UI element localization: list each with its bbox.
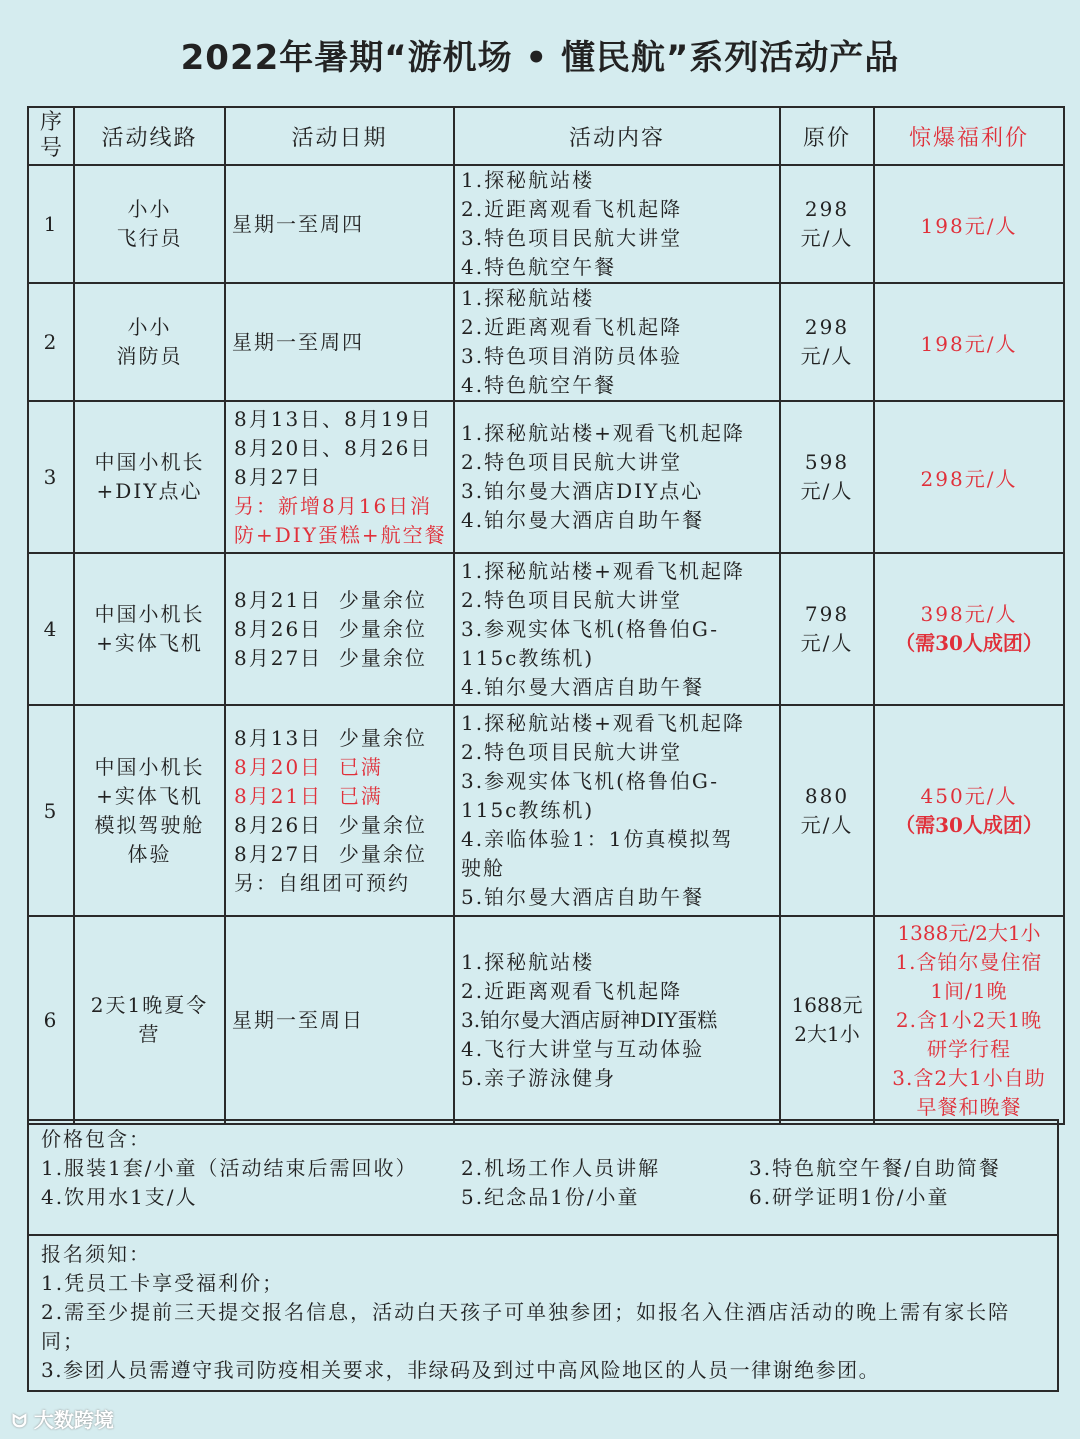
table-row xyxy=(28,401,1064,553)
promo-price-cell: 450元/人 （需30人成团） xyxy=(874,705,1064,916)
table-row xyxy=(28,916,1064,1124)
promo-price-cell: 198元/人 xyxy=(874,283,1064,401)
content-cell: 1.探秘航站楼+观看飞机起降 2.特色项目民航大讲堂 3.参观实体飞机(格鲁伯G- 115c教练机) 4.亲临体验1：1仿真模拟驾 驶舱 5.铂尔曼大酒店自助午餐 xyxy=(454,705,780,916)
row-no: 6 xyxy=(28,916,74,1124)
header-original-price: 原价 xyxy=(780,107,874,165)
table-header-row xyxy=(28,107,1064,165)
route-cell: 中国小机长 +实体飞机 xyxy=(74,553,225,705)
table-row xyxy=(28,165,1064,283)
promo-price-cell: 198元/人 xyxy=(874,165,1064,283)
product-table xyxy=(27,106,1065,1125)
watermark-logo-icon: ᗢ xyxy=(12,1411,27,1432)
notice-section xyxy=(27,1234,1059,1392)
table-row xyxy=(28,283,1064,401)
date-cell: 星期一至周四 xyxy=(225,165,454,283)
route-cell: 中国小机长 +DIY点心 xyxy=(74,401,225,553)
header-content: 活动内容 xyxy=(454,107,780,165)
notice-item: 3.参团人员需遵守我司防疫相关要求，非绿码及到过中高风险地区的人员一律谢绝参团。 xyxy=(41,1358,881,1382)
group-requirement: （需30人成团） xyxy=(895,631,1043,655)
row-no: 1 xyxy=(28,165,74,283)
date-note: 防+DIY蛋糕+航空餐 xyxy=(234,522,447,547)
watermark: ᗢ 大数跨境 xyxy=(12,1408,114,1432)
original-price-cell: 880 元/人 xyxy=(780,705,874,916)
includes-item: 1.服装1套/小童（活动结束后需回收） xyxy=(41,1156,418,1180)
page-title: 2022年暑期“游机场 • 懂民航”系列活动产品 xyxy=(180,38,900,78)
route-cell: 小小 飞行员 xyxy=(74,165,225,283)
date-cell: 星期一至周日 xyxy=(225,916,454,1124)
includes-heading: 价格包含： xyxy=(41,1127,151,1151)
notice-item: 2.需至少提前三天提交报名信息，活动白天孩子可单独参团；如报名入住酒店活动的晚上需有家长陪同； xyxy=(41,1300,1011,1353)
route-cell: 小小 消防员 xyxy=(74,283,225,401)
table-row xyxy=(28,705,1064,916)
original-price-cell: 1688元 2大1小 xyxy=(780,916,874,1124)
includes-item: 6.研学证明1份/小童 xyxy=(749,1185,950,1209)
promo-price-cell: 1388元/2大1小 1.含铂尔曼住宿 1间/1晚 2.含1小2天1晚 研学行程 3.含2大1小自助 早餐和晚餐 xyxy=(874,916,1064,1124)
table-row xyxy=(28,553,1064,705)
header-promo-price: 惊爆福利价 xyxy=(874,107,1064,165)
price-includes-section xyxy=(27,1119,1059,1236)
includes-item: 3.特色航空午餐/自助简餐 xyxy=(749,1156,1001,1180)
original-price-cell: 798 元/人 xyxy=(780,553,874,705)
date-cell: 8月13日 少量余位 8月20日 已满 8月21日 已满 8月26日 少量余位 8月27日 少量余位 另：自组团可预约 xyxy=(225,705,454,916)
notice-heading: 报名须知： xyxy=(41,1242,151,1266)
header-date: 活动日期 xyxy=(225,107,454,165)
content-cell: 1.探秘航站楼+观看飞机起降 2.特色项目民航大讲堂 3.参观实体飞机(格鲁伯G- 115c教练机) 4.铂尔曼大酒店自助午餐 xyxy=(454,553,780,705)
promo-price-cell: 298元/人 xyxy=(874,401,1064,553)
content-cell: 1.探秘航站楼 2.近距离观看飞机起降 3.铂尔曼大酒店厨神DIY蛋糕 4.飞行大讲堂与互动体验 5.亲子游泳健身 xyxy=(454,916,780,1124)
row-no: 2 xyxy=(28,283,74,401)
date-cell: 8月21日 少量余位 8月26日 少量余位 8月27日 少量余位 xyxy=(225,553,454,705)
original-price-cell: 598 元/人 xyxy=(780,401,874,553)
includes-item: 5.纪念品1份/小童 xyxy=(461,1185,640,1209)
date-cell: 星期一至周四 xyxy=(225,283,454,401)
route-cell: 中国小机长 +实体飞机 模拟驾驶舱 体验 xyxy=(74,705,225,916)
includes-item: 2.机场工作人员讲解 xyxy=(461,1156,661,1180)
original-price-cell: 298 元/人 xyxy=(780,165,874,283)
group-requirement: （需30人成团） xyxy=(895,812,1043,837)
date-full: 8月21日 已满 xyxy=(234,783,383,808)
original-price-cell: 298 元/人 xyxy=(780,283,874,401)
content-cell: 1.探秘航站楼+观看飞机起降 2.特色项目民航大讲堂 3.铂尔曼大酒店DIY点心 4.铂尔曼大酒店自助午餐 xyxy=(454,401,780,553)
date-note: 另：新增8月16日消 xyxy=(234,493,433,518)
row-no: 5 xyxy=(28,705,74,916)
content-cell: 1.探秘航站楼 2.近距离观看飞机起降 3.特色项目消防员体验 4.特色航空午餐 xyxy=(454,283,780,401)
date-cell: 8月13日、8月19日 8月20日、8月26日 8月27日 另：新增8月16日消 防+DIY蛋糕+航空餐 xyxy=(225,401,454,553)
content-cell: 1.探秘航站楼 2.近距离观看飞机起降 3.特色项目民航大讲堂 4.特色航空午餐 xyxy=(454,165,780,283)
header-no: 序号 xyxy=(28,107,74,165)
row-no: 3 xyxy=(28,401,74,553)
row-no: 4 xyxy=(28,553,74,705)
notice-item: 1.凭员工卡享受福利价； xyxy=(41,1271,285,1295)
date-full: 8月20日 已满 xyxy=(234,754,383,779)
header-route: 活动线路 xyxy=(74,107,225,165)
route-cell: 2天1晚夏令 营 xyxy=(74,916,225,1124)
includes-item: 4.饮用水1支/人 xyxy=(41,1185,198,1209)
promo-price-cell: 398元/人 （需30人成团） xyxy=(874,553,1064,705)
